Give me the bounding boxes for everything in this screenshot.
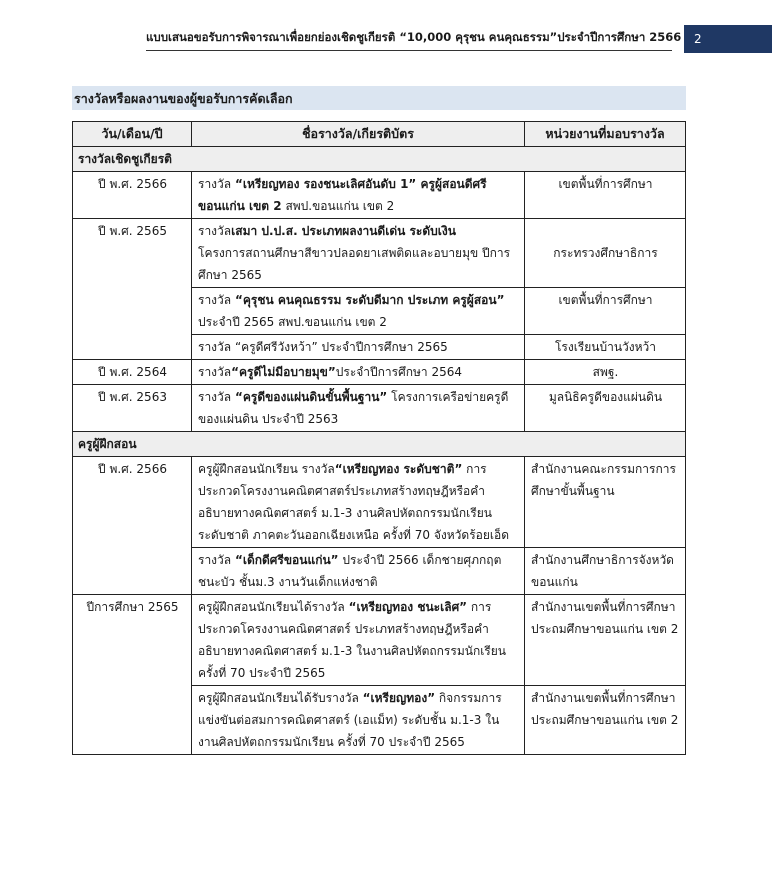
award-name: รางวัล “เด็กดีศรีขอนแก่น” ประจำปี 2566 เด็กชายศุภกฤต ชนะบัว ชั้นม.3 งานวันเด็กแห่งชาติ bbox=[192, 548, 525, 595]
award-agency: สำนักงานเขตพื้นที่การศึกษาประถมศึกษาขอนแก่น เขต 2 bbox=[525, 686, 686, 755]
table-row bbox=[73, 360, 686, 385]
award-date: ปี พ.ศ. 2566 bbox=[73, 172, 192, 219]
award-date: ปี พ.ศ. 2563 bbox=[73, 385, 192, 432]
award-name: รางวัล “ครูดีของแผ่นดินขั้นพื้นฐาน” โครงการเครือข่ายครูดีของแผ่นดิน ประจำปี 2563 bbox=[192, 385, 525, 432]
table-header-row bbox=[73, 122, 686, 147]
award-agency: เขตพื้นที่การศึกษา bbox=[525, 172, 686, 219]
header-date: วัน/เดือน/ปี bbox=[73, 122, 192, 147]
award-date: ปี พ.ศ. 2565 bbox=[73, 219, 192, 360]
award-agency: สำนักงานคณะกรรมการการศึกษาขั้นพื้นฐาน bbox=[525, 457, 686, 548]
award-date: ปี พ.ศ. 2566 bbox=[73, 457, 192, 595]
award-agency: สำนักงานศึกษาธิการจังหวัดขอนแก่น bbox=[525, 548, 686, 595]
table-row bbox=[73, 219, 686, 288]
award-name: รางวัล“ครูดีไม่มีอบายมุข”ประจำปีการศึกษา 2564 bbox=[192, 360, 525, 385]
award-agency: สพฐ. bbox=[525, 360, 686, 385]
award-name: ครูผู้ฝึกสอนนักเรียนได้รับรางวัล “เหรียญทอง” กิจกรรมการแข่งขันต่อสมการคณิตศาสตร์ (เอแม็ท) ระดับชั้น ม.1-3 ในงานศิลปหัตถกรรมนักเรียน ครั้งที่ 70 ประจำปี 2565 bbox=[192, 686, 525, 755]
award-name: รางวัล “เหรียญทอง รองชนะเลิศอันดับ 1” ครูผู้สอนดีศรีขอนแก่น เขต 2 สพป.ขอนแก่น เขต 2 bbox=[192, 172, 525, 219]
award-agency: มูลนิธิครูดีของแผ่นดิน bbox=[525, 385, 686, 432]
header-award: ชื่อรางวัล/เกียรติบัตร bbox=[192, 122, 525, 147]
award-name: ครูผู้ฝึกสอนนักเรียน รางวัล“เหรียญทอง ระดับชาติ” การประกวดโครงงานคณิตศาสตร์ประเภทสร้างทฤษฎีหรือคำอธิบายทางคณิตศาสตร์ ม.1-3 งานศิลปหัตถกรรมนักเรียน ระดับชาติ ภาคตะวันออกเฉียงเหนือ ครั้งที่ 70 จังหวัดร้อยเอ็ด bbox=[192, 457, 525, 548]
award-date: ปีการศึกษา 2565 bbox=[73, 595, 192, 755]
award-name: ครูผู้ฝึกสอนนักเรียนได้รางวัล “เหรียญทอง ชนะเลิศ” การประกวดโครงงานคณิตศาสตร์ ประเภทสร้างทฤษฎีหรือคำอธิบายทางคณิตศาสตร์ ม.1-3 ในงานศิลปหัตถกรรมนักเรียน ครั้งที่ 70 ประจำปี 2565 bbox=[192, 595, 525, 686]
award-agency: กระทรวงศึกษาธิการ bbox=[525, 219, 686, 288]
header-agency: หน่วยงานที่มอบรางวัล bbox=[525, 122, 686, 147]
category-coach: ครูผู้ฝึกสอน bbox=[73, 432, 686, 457]
table-row bbox=[73, 595, 686, 686]
category-honor-awards: รางวัลเชิดชูเกียรติ bbox=[73, 147, 686, 172]
section-title: รางวัลหรือผลงานของผู้ขอรับการคัดเลือก bbox=[72, 86, 686, 110]
table-row bbox=[73, 385, 686, 432]
page-number: 2 bbox=[684, 25, 772, 53]
award-date: ปี พ.ศ. 2564 bbox=[73, 360, 192, 385]
awards-table bbox=[72, 121, 686, 755]
award-agency: สำนักงานเขตพื้นที่การศึกษาประถมศึกษาขอนแก่น เขต 2 bbox=[525, 595, 686, 686]
category-row bbox=[73, 432, 686, 457]
table-row bbox=[73, 172, 686, 219]
document-header-title: แบบเสนอขอรับการพิจารณาเพื่อยกย่องเชิดชูเกียรติ “10,000 คุรุชน คนคุณธรรม”ประจำปีการศึกษา 2566 bbox=[146, 29, 672, 51]
award-name: รางวัล “ครูดีศรีวังหว้า” ประจำปีการศึกษา 2565 bbox=[192, 335, 525, 360]
award-name: รางวัล “คุรุชน คนคุณธรรม ระดับดีมาก ประเภท ครูผู้สอน” ประจำปี 2565 สพป.ขอนแก่น เขต 2 bbox=[192, 288, 525, 335]
award-agency: เขตพื้นที่การศึกษา bbox=[525, 288, 686, 335]
award-agency: โรงเรียนบ้านวังหว้า bbox=[525, 335, 686, 360]
award-name: รางวัลเสมา ป.ป.ส. ประเภทผลงานดีเด่น ระดับเงิน โครงการสถานศึกษาสีขาวปลอดยาเสพติดและอบายมุข ปีการศึกษา 2565 bbox=[192, 219, 525, 288]
table-row bbox=[73, 457, 686, 548]
category-row bbox=[73, 147, 686, 172]
